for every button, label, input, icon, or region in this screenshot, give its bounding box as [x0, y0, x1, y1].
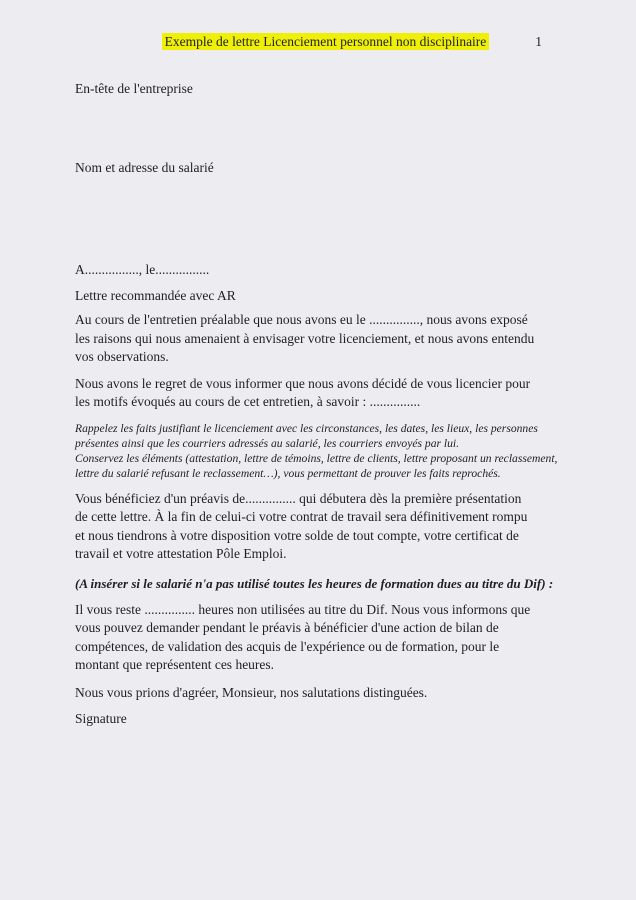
paragraph-salutation: Nous vous prions d'agréer, Monsieur, nos salutations distinguées.: [75, 684, 428, 700]
paragraph-regret: Nous avons le regret de vous informer que nous avons décidé de vous licencier pour les motifs évoqués au cours de cet entretien, à savoir : ...............: [75, 375, 531, 409]
paragraph-entretien: Au cours de l'entretien préalable que nous avons eu le ..............., nous avons exposé les raisons qui nous amenaient à envisager votre licenciement, et nous avons entendu vos observations.: [75, 312, 535, 364]
page-header: [75, 33, 576, 51]
employee-name-address-placeholder: Nom et adresse du salarié: [75, 159, 214, 175]
company-header-placeholder: En-tête de l'entreprise: [75, 81, 193, 96]
signature-placeholder: Signature: [75, 711, 127, 726]
paragraph-preavis: Vous bénéficiez d'un préavis de............... qui débutera dès la première présentation de cette lettre. À la fin de celui-ci votre contrat de travail sera définitivement rompu et nous tiendrons à votre disposition votre solde de tout compte, votre certificat de travail et votre attestation Pôle Emploi.: [75, 490, 528, 561]
dif-insert-header: (A insérer si le salarié n'a pas utilisé toutes les heures de formation dues au titre du Dif) :: [75, 575, 554, 591]
registered-mail-line: Lettre recommandée avec AR: [75, 287, 236, 303]
editor-note-block: [75, 421, 561, 481]
page-number: 1: [535, 34, 542, 49]
editor-note-line1: Rappelez les faits justifiant le licenciement avec les circonstances, les dates, les lieux, les personnes présentes ainsi que les courriers adressés au salarié, les courriers envoyés par lui.: [75, 421, 538, 450]
paragraph-dif: Il vous reste ............... heures non utilisées au titre du Dif. Nous vous informons que vous pouvez demander pendant le préavis à bénéficier d'une action de bilan de compétences, de validation des acquis de l'expérience ou de formation, pour le montant que représentent ces heures.: [75, 601, 531, 672]
editor-note-line2: Conservez les éléments (attestation, lettre de témoins, lettre de clients, lettre proposant un reclassement, lettre du salarié refusant le reclassement…), vous permettant de prouver les faits reprochés.: [75, 451, 558, 480]
place-date-line: A................, le................: [75, 262, 210, 277]
document-title: Exemple de lettre Licenciement personnel non disciplinaire: [162, 33, 490, 50]
